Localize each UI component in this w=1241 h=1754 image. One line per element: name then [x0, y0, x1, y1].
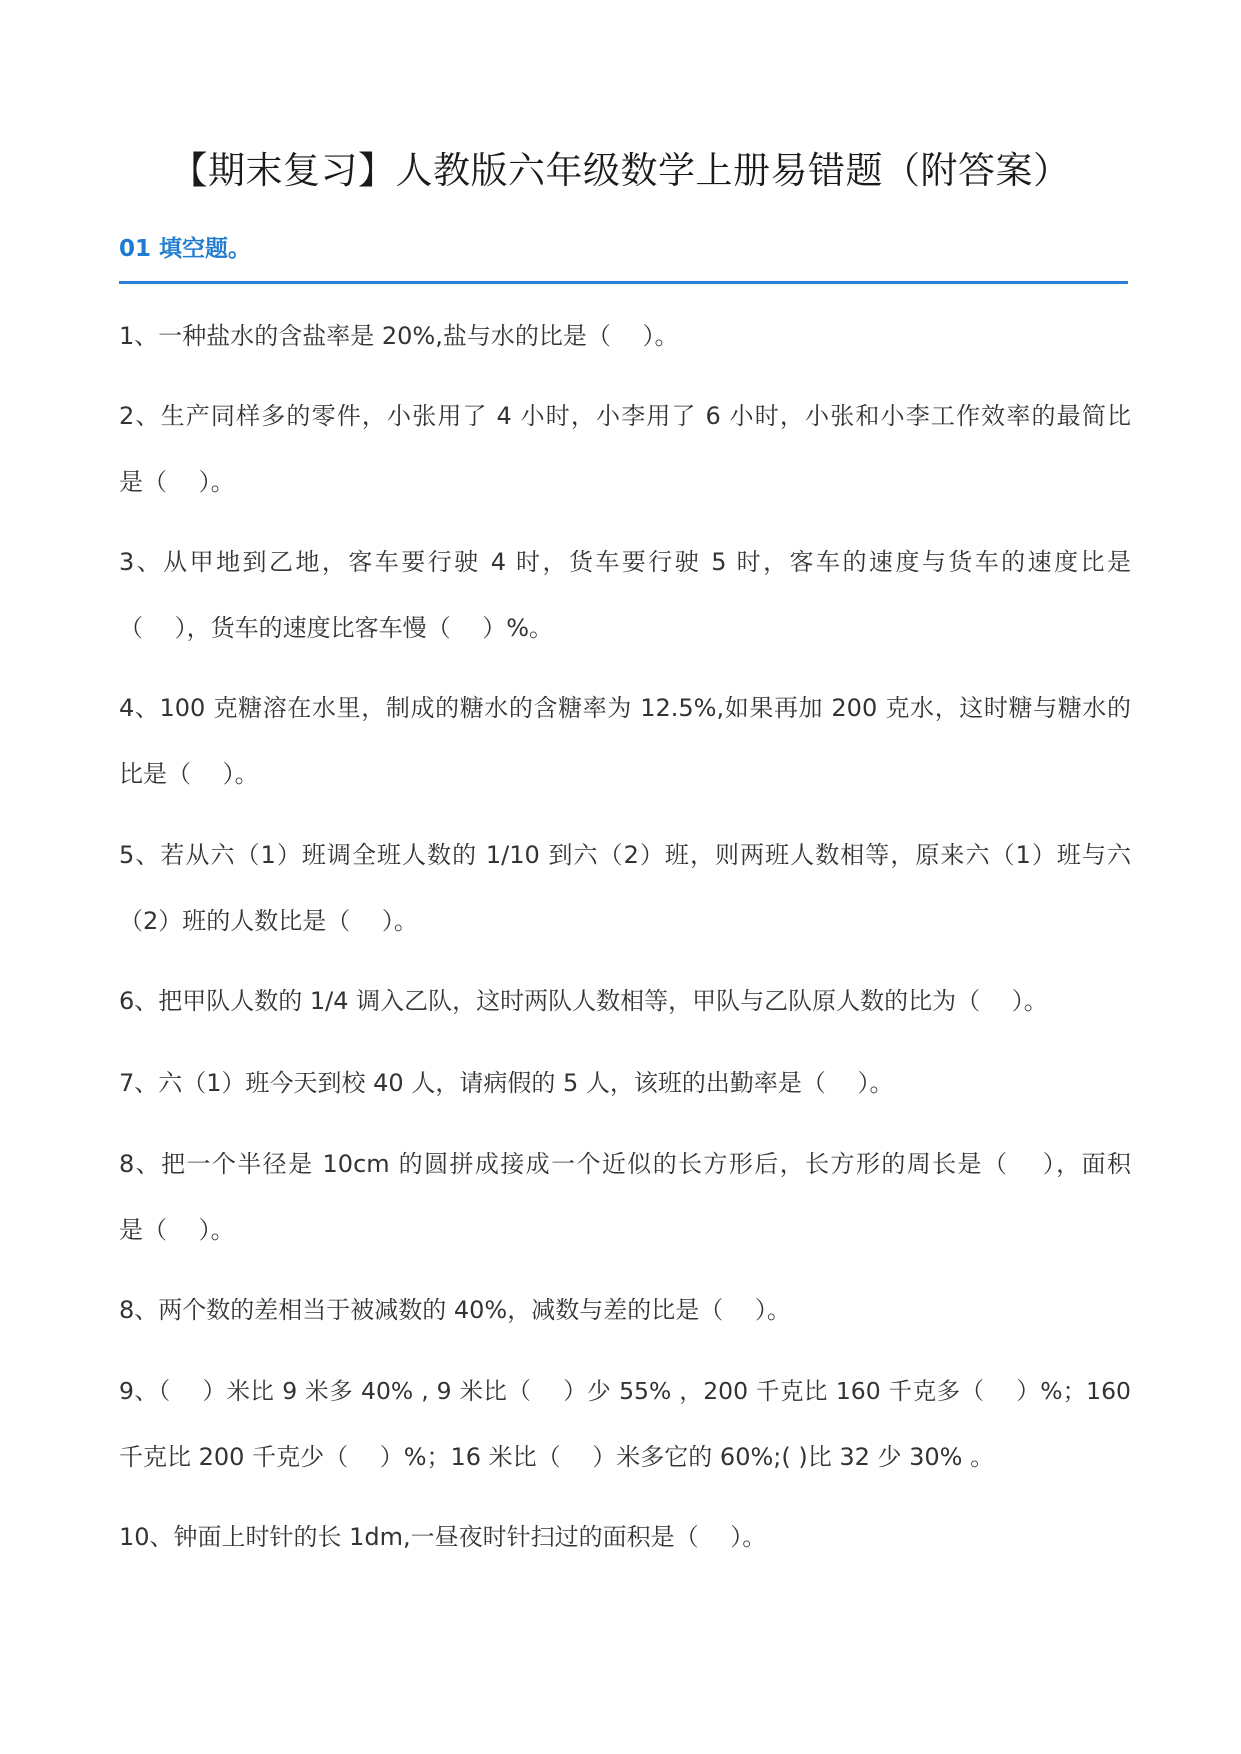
question-line: 6、把甲队人数的 1/4 调入乙队，这时两队人数相等，甲队与乙队原人数的比为（ ）。: [119, 987, 1048, 1015]
question-8b: [119, 1277, 1131, 1343]
document-title: 【期末复习】人教版六年级数学上册易错题（附答案）: [170, 149, 1071, 192]
question-line: 千克比 200 千克少（ ）%；16 米比（ ）米多它的 60%;( )比 32 少 30% 。: [119, 1443, 995, 1471]
question-line: 3、从甲地到乙地，客车要行驶 4 时，货车要行驶 5 时，客车的速度与货车的速度比是: [119, 548, 1131, 576]
question-line: 8、两个数的差相当于被减数的 40%，减数与差的比是（ ）。: [119, 1296, 791, 1324]
question-line: 2、生产同样多的零件，小张用了 4 小时，小李用了 6 小时，小张和小李工作效率的最简比: [119, 402, 1131, 430]
section-divider: [119, 281, 1128, 284]
question-line: 比是（ ）。: [119, 760, 259, 788]
question-7: [119, 1050, 1131, 1116]
question-2: [119, 383, 1131, 515]
question-line: （ ），货车的速度比客车慢（ ）%。: [119, 614, 554, 642]
question-10: [119, 1504, 1131, 1570]
question-line: 10、钟面上时针的长 1dm,一昼夜时针扫过的面积是（ ）。: [119, 1523, 767, 1551]
question-4: [119, 675, 1131, 807]
section-heading: 01 填空题。: [119, 236, 252, 262]
question-line: 8、把一个半径是 10cm 的圆拼成接成一个近似的长方形后，长方形的周长是（ ），面积: [119, 1150, 1131, 1178]
question-line: （2）班的人数比是（ ）。: [119, 907, 418, 935]
question-line: 是（ ）。: [119, 1216, 235, 1244]
question-9: [119, 1358, 1131, 1490]
question-line: 1、一种盐水的含盐率是 20%,盐与水的比是（ ）。: [119, 322, 679, 350]
question-5: [119, 822, 1131, 954]
question-6: [119, 968, 1131, 1034]
question-line: 4、100 克糖溶在水里，制成的糖水的含糖率为 12.5%,如果再加 200 克水，这时糖与糖水的: [119, 694, 1131, 722]
question-8: [119, 1131, 1131, 1263]
question-line: 9、（ ）米比 9 米多 40% , 9 米比（ ）少 55% ，200 千克比 160 千克多（ ）%；160: [119, 1377, 1131, 1405]
question-line: 5、若从六（1）班调全班人数的 1/10 到六（2）班，则两班人数相等，原来六（1）班与六: [119, 841, 1131, 869]
question-line: 是（ ）。: [119, 468, 235, 496]
question-line: 7、六（1）班今天到校 40 人，请病假的 5 人，该班的出勤率是（ ）。: [119, 1069, 894, 1097]
question-3: [119, 529, 1131, 661]
question-1: [119, 303, 1131, 369]
